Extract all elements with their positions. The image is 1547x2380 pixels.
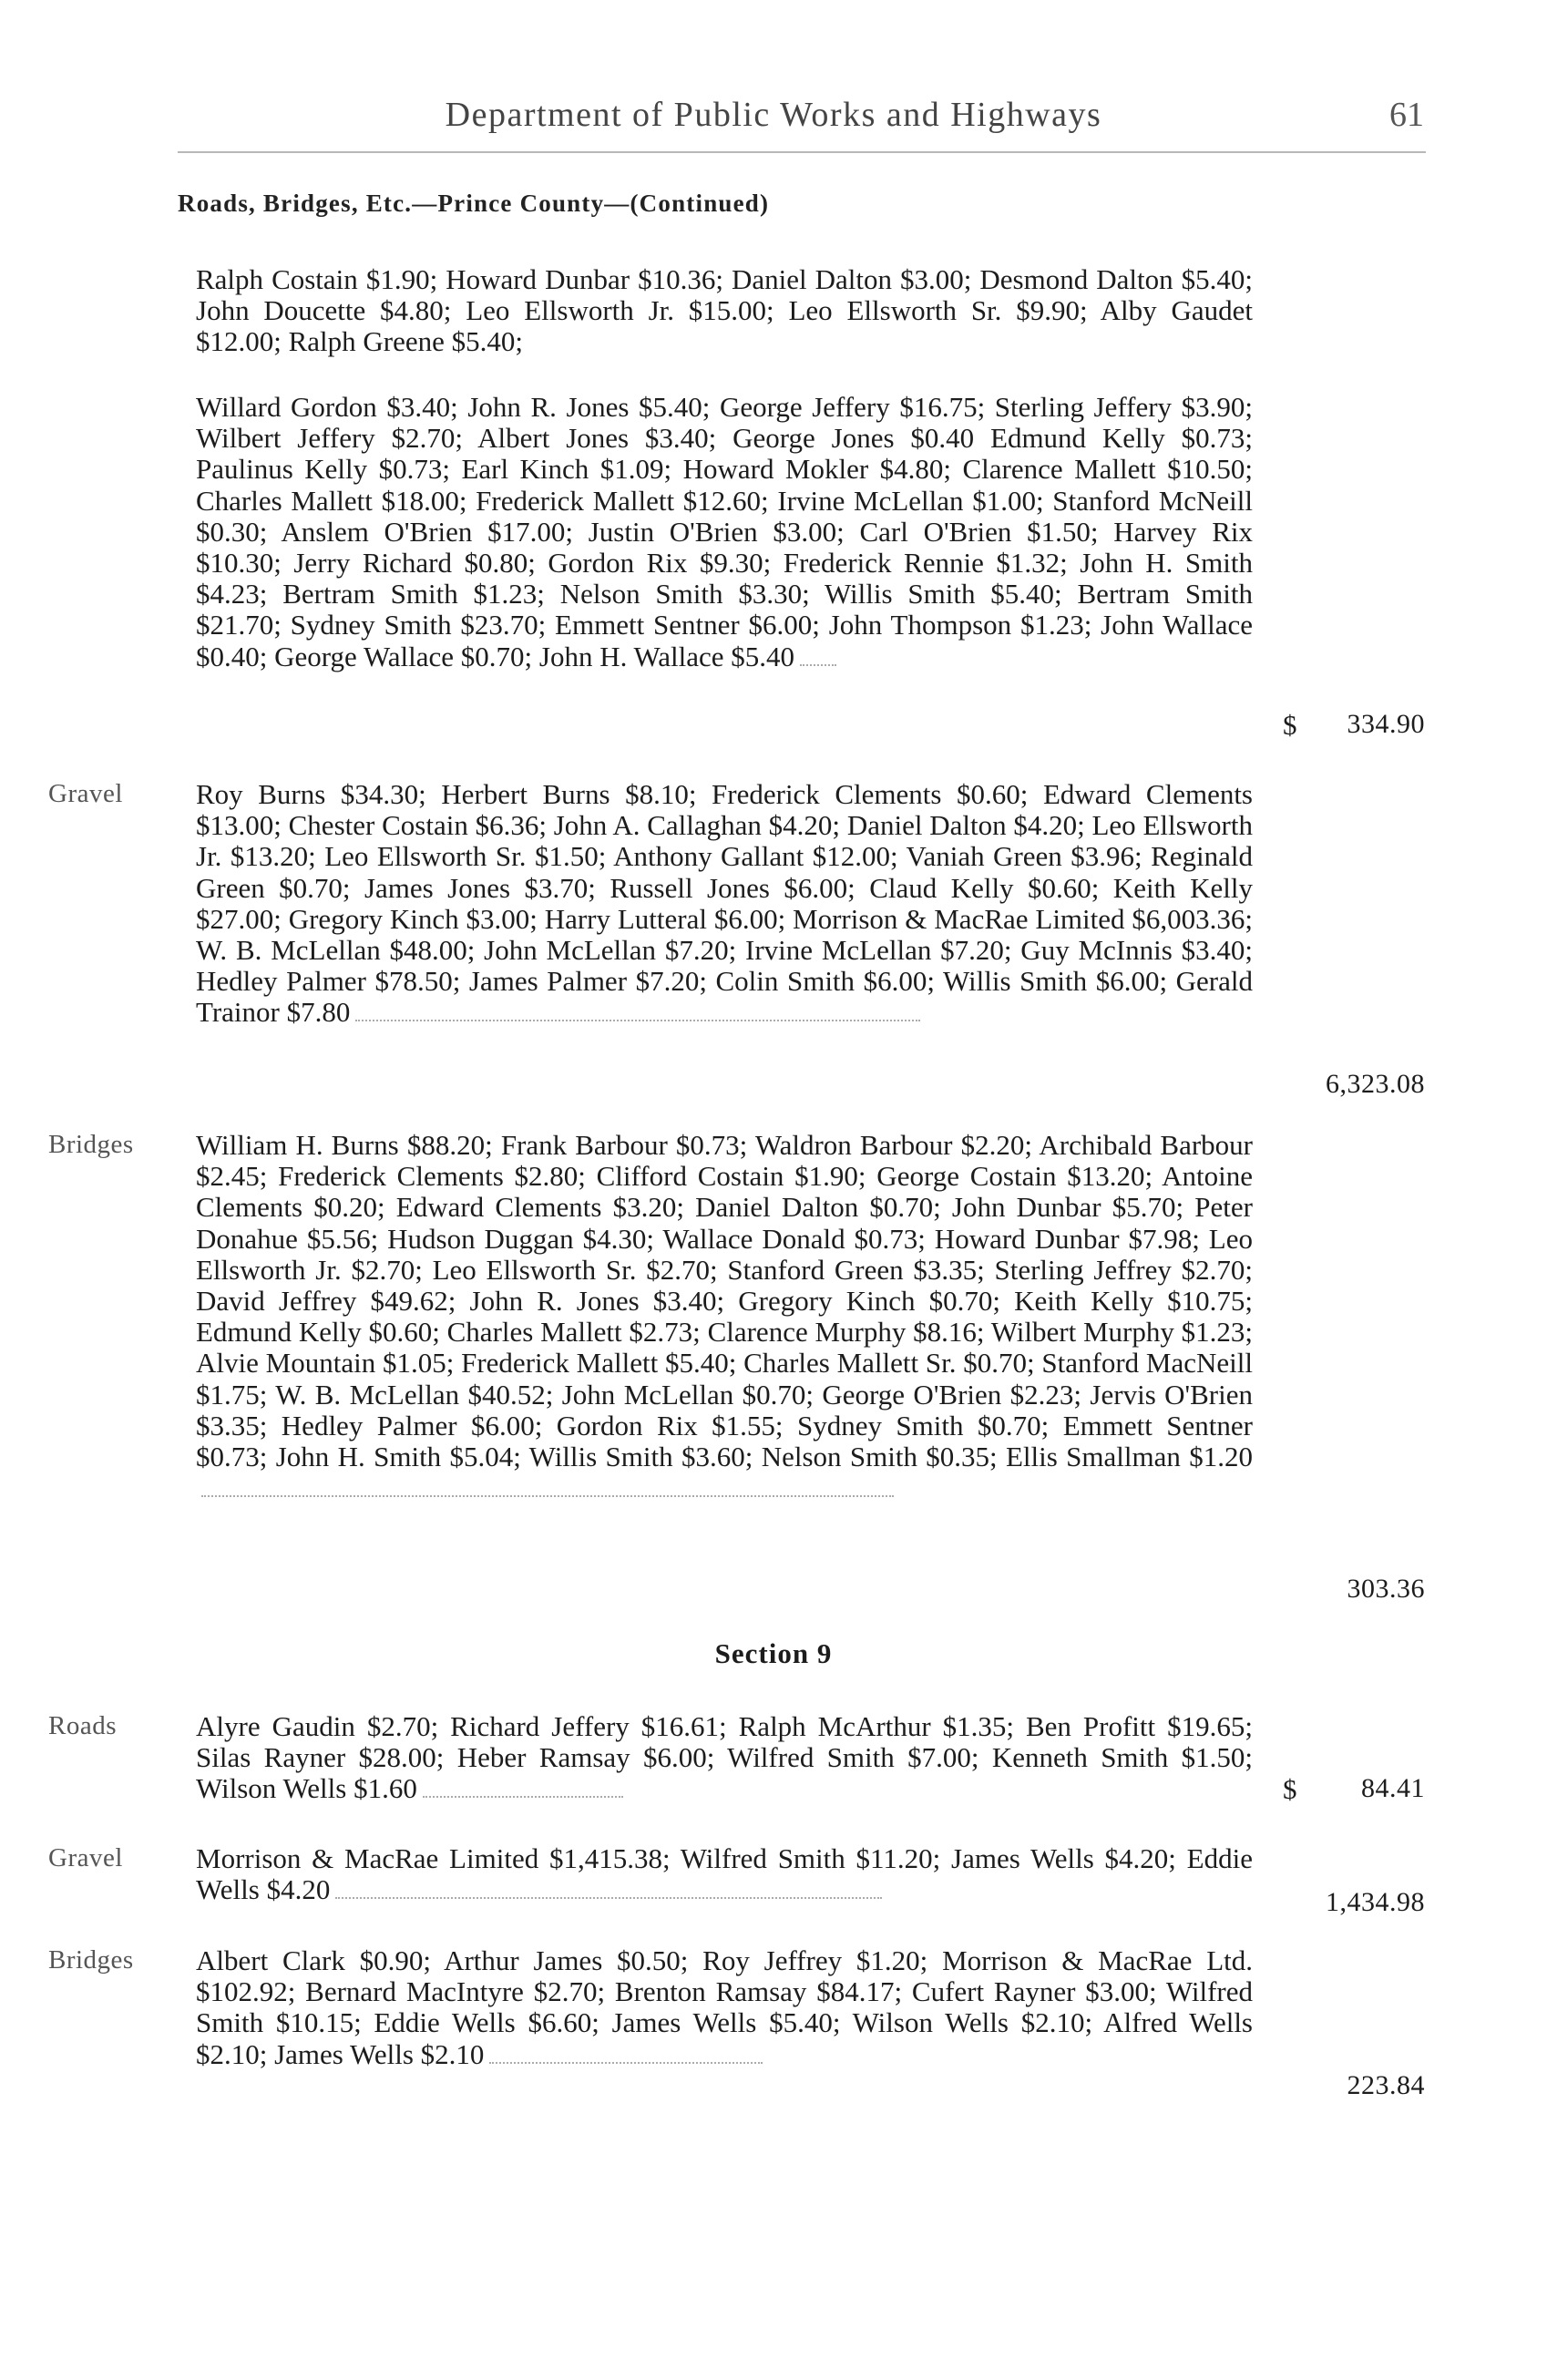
gravel-label: Gravel — [48, 779, 123, 808]
section9-bridges-amount: 223.84 — [1347, 2070, 1425, 2100]
gravel-text: Roy Burns $34.30; Herbert Burns $8.10; Frederick Clements $0.60; Edward Clements $13.00; Chester Costain $6.36; John A. Callaghan $4.20; Daniel Dalton $4.20; Leo Ellsworth Jr. $13.20; Leo Ellsworth Sr. $1.50; Anthony Gallant $12.00; Vaniah Green $3.96; Reginald Green $0.70; James Jones $3.70; Russell Jones $6.00; Claud Kelly $0.60; Keith Kelly $27.00; Gregory Kinch $3.00; Harry Lutteral $6.00; Morrison & MacRae Limited $6,003.36; W. B. McLellan $48.00; John McLellan $7.20; Irvine McLellan $7.20; Guy McInnis $3.40; Hedley Palmer $78.50; James Palmer $7.20; Colin Smith $6.00; Willis Smith $6.00; Gerald Trainor $7.80 — [196, 778, 1253, 1029]
section9-bridges-text: Albert Clark $0.90; Arthur James $0.50; Roy Jeffrey $1.20; Morrison & MacRae Ltd. $102.92; Bernard MacIntyre $2.70; Brenton Ramsay $84.17; Cufert Rayner $3.00; Wilfred Smith $10.15; Eddie Wells $6.60; James Wells $5.40; Wilson Wells $2.10; Alfred Wells $2.10; James Wells $2.10 — [196, 1944, 1253, 2070]
section9-roads-text: Alyre Gaudin $2.70; Richard Jeffery $16.61; Ralph McArthur $1.35; Ben Profitt $19.65; Silas Rayner $28.00; Heber Ramsay $6.00; Wilfred Smith $7.00; Kenneth Smith $1.50; Wilson Wells $1.60 — [196, 1710, 1253, 1805]
roads-text-part1: Ralph Costain $1.90; Howard Dunbar $10.36; Daniel Dalton $3.00; Desmond Dalton $5.40; John Doucette $4.80; Leo Ellsworth Jr. $15.00; Leo Ellsworth Sr. $9.90; Alby Gaudet $12.00; Ralph Greene $5.40; — [196, 263, 1253, 358]
section9-roads-dollar-sign: $ — [1283, 1773, 1297, 1805]
section9-bridges-label: Bridges — [48, 1945, 134, 1975]
header-rule — [178, 151, 1426, 153]
roads-dollar-sign: $ — [1283, 709, 1297, 741]
continued-heading: Roads, Bridges, Etc.—Prince County—(Continued) — [178, 190, 770, 217]
bridges-text: William H. Burns $88.20; Frank Barbour $0.73; Waldron Barbour $2.20; Archibald Barbour $2.45; Frederick Clements $2.80; Clifford Costain $1.90; George Costain $13.20; Antoine Clements $0.20; Edward Clements $3.20; Daniel Dalton $0.70; John Dunbar $5.70; Peter Donahue $5.56; Hudson Duggan $4.30; Wallace Donald $0.73; Howard Dunbar $7.98; Leo Ellsworth Jr. $2.70; Leo Ellsworth Sr. $2.70; Stanford Green $3.35; Sterling Jeffrey $2.70; David Jeffrey $49.62; John R. Jones $3.40; Gregory Kinch $0.70; Keith Kelly $10.75; Edmund Kelly $0.60; Charles Mallett $2.73; Clarence Murphy $8.16; Wilbert Murphy $1.23; Alvie Mountain $1.05; Frederick Mallett $5.40; Charles Mallett Sr. $0.70; Stanford MacNeill $1.75; W. B. McLellan $40.52; John McLellan $0.70; George O'Brien $2.23; Jervis O'Brien $3.35; Hedley Palmer $6.00; Gordon Rix $1.55; Sydney Smith $0.70; Emmett Sentner $0.73; John H. Smith $5.04; Willis Smith $3.60; Nelson Smith $0.35; Ellis Smallman $1.20 — [196, 1130, 1253, 1503]
section9-gravel-amount: 1,434.98 — [1326, 1887, 1425, 1917]
bridges-amount: 303.36 — [1347, 1574, 1425, 1604]
page-header — [0, 95, 1547, 146]
roads-text-part2: Willard Gordon $3.40; John R. Jones $5.40; George Jeffery $16.75; Sterling Jeffery $3.90; Wilbert Jeffery $2.70; Albert Jones $3.40; George Jones $0.40 Edmund Kelly $0.73; Paulinus Kelly $0.73; Earl Kinch $1.09; Howard Mokler $4.80; Clarence Mallett $10.50; Charles Mallett $18.00; Frederick Mallett $12.60; Irvine McLellan $1.00; Stanford McNeill $0.30; Anslem O'Brien $17.00; Justin O'Brien $3.00; Carl O'Brien $1.50; Harvey Rix $10.30; Jerry Richard $0.80; Gordon Rix $9.30; Frederick Rennie $1.32; John H. Smith $4.23; Bertram Smith $1.23; Nelson Smith $3.30; Willis Smith $5.40; Bertram Smith $21.70; Sydney Smith $23.70; Emmett Sentner $6.00; John Thompson $1.23; John Wallace $0.40; George Wallace $0.70; John H. Wallace $5.40 — [196, 391, 1253, 672]
section9-roads-label: Roads — [48, 1711, 117, 1740]
section9-roads-amount: 84.41 — [1361, 1773, 1425, 1803]
page-title: Department of Public Works and Highways — [445, 96, 1102, 134]
section9-gravel-text: Morrison & MacRae Limited $1,415.38; Wilfred Smith $11.20; James Wells $4.20; Eddie Wells $4.20 — [196, 1842, 1253, 1906]
section9-gravel-label: Gravel — [48, 1843, 123, 1872]
page-number: 61 — [1389, 96, 1424, 134]
gravel-amount: 6,323.08 — [1326, 1069, 1425, 1099]
bridges-label: Bridges — [48, 1130, 134, 1159]
section-heading: Section 9 — [714, 1637, 833, 1669]
roads-amount: 334.90 — [1347, 709, 1425, 739]
